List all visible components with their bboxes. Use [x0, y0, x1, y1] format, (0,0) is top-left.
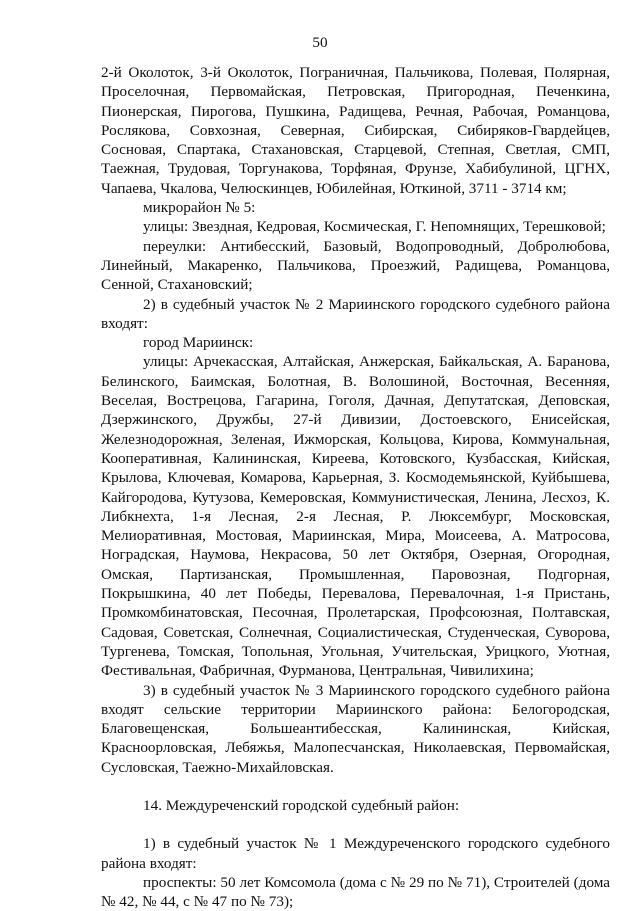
- paragraph-section-2-heading: 2) в судебный участок № 2 Мариинского городского судебного района входят:: [101, 295, 610, 332]
- paragraph-district-14-heading: 14. Междуреченский городской судебный район:: [143, 796, 460, 814]
- paragraph-microdistrict-lanes: переулки: Антибесский, Базовый, Водопроводный, Добролюбова, Линейный, Макаренко, Пальчикова, Проезжий, Радищева, Романцова, Сенной, Стахановский;: [101, 237, 610, 294]
- paragraph-streets-continued: 2-й Околоток, 3-й Околоток, Пограничная, Пальчикова, Полевая, Полярная, Проселочная, Первомайская, Петровская, Пригородная, Печенкина, Пионерская, Пирогова, Пушкина, Радищева, Речная, Рабочая, Романцова, Рослякова, Совхозная, Северная, Сибирская, Сибиряков-Гвардейцев, Сосновая, Спартака, Стахановская, Старцевой, Степная, Светлая, СМП, Таежная, Трудовая, Торгунакова, Торфяная, Фрунзе, Хабибулиной, ЦГНХ, Чапаева, Чкалова, Челюскинцев, Юбилейная, Юткиной, 3711 - 3714 км;: [101, 64, 610, 197]
- paragraph-section-2-streets: улицы: Арчекасская, Алтайская, Анжерская, Байкальская, А. Баранова, Белинского, Баимская, Болотная, В. Волошиной, Восточная, Весенняя, Веселая, Вострецова, Гагарина, Гоголя, Дачная, Депутатская, Деповская, Дзержинского, Дружбы, 27-й Дивизии, Достоевского, Енисейская, Железнодорожная, Зеленая, Ижморская, Кольцова, Кирова, Коммунальная, Кооперативная, Калининская, Киреева, Котовского, Кузбасская, Кийская, Крылова, Ключевая, Комарова, Карьерная, З. Космодемьянской, Куйбышева, Кайгородова, Кутузова, Кемеровская, Коммунистическая, Ленина, Лесхоз, К. Либкнехта, 1-я Лесная, 2-я Лесная, Р. Люксембург, Московская, Мелиоративная, Мостовая, Мариинская, Мира, Моисеева, А. Матросова, Ноградская, Наумова, Некрасова, 50 лет Октября, Озерная, Огородная, Омская, Партизанская, Промышленная, Паровозная, Подгорная, Покрышкина, 40 лет Победы, Перевалова, Перевалочная, 1-я Пристань, Промкомбинатовская, Песочная, Пролетарская, Профсоюзная, Полтавская, Садовая, Советская, Солнечная, Социалистическая, Студенческая, Суворова, Тургенева, Томская, Топольная, Угольная, Учительская, Урицкого, Уютная, Фестивальная, Фабричная, Фурманова, Центральная, Чивилихина;: [101, 353, 610, 680]
- paragraph-district-14-section-1: 1) в судебный участок № 1 Междуреченского городского судебного района входят:: [101, 835, 610, 872]
- page-number: 50: [312, 34, 328, 51]
- paragraph-city-mariinsk: город Мариинск:: [143, 334, 254, 352]
- paragraph-district-14-avenues: проспекты: 50 лет Комсомола (дома с № 29 по № 71), Строителей (дома № 42, № 44, с № 47 по № 73);: [101, 873, 610, 911]
- document-body: [101, 63, 610, 911]
- paragraph-section-3: 3) в судебный участок № 3 Мариинского городского судебного района входят сельские территории Мариинского района: Белогородская, Благовещенская, Большеантибесская, Калининская, Кийская, Красноорловская, Лебяжья, Малопесчанская, Николаевская, Первомайская, Сусловская, Таежно-Михайловская.: [101, 681, 610, 776]
- paragraph-microdistrict-streets: улицы: Звездная, Кедровая, Космическая, Г. Непомнящих, Терешковой;: [143, 218, 606, 236]
- paragraph-microdistrict-5: микрорайон № 5:: [143, 199, 256, 217]
